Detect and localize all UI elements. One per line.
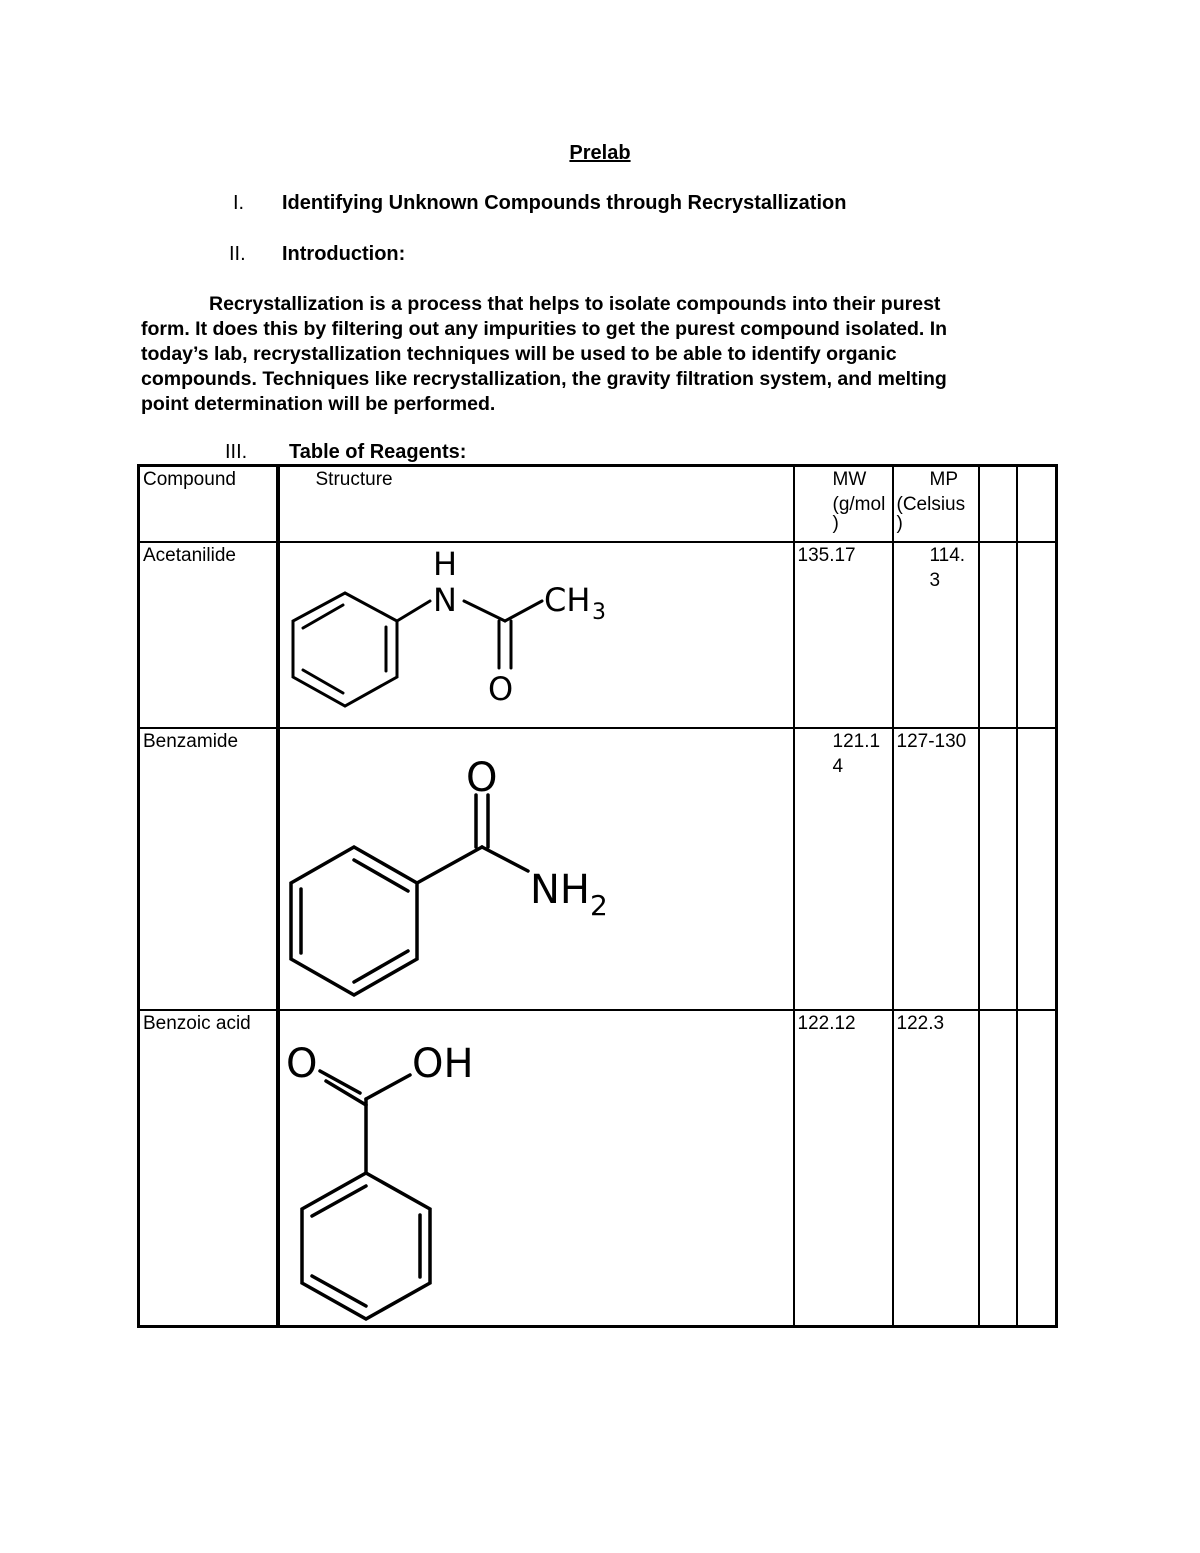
section-1-number: I.: [233, 192, 245, 214]
atom-ch3: CH: [543, 580, 590, 619]
row-mp: [893, 1010, 979, 1327]
header-empty-1: [979, 466, 1017, 542]
mp-value-line2: 3: [929, 569, 941, 591]
table-row: [139, 542, 1057, 728]
benzamide-structure: [280, 729, 794, 1009]
reagents-table: [137, 464, 1058, 1328]
compound-name: Acetanilide: [143, 544, 236, 566]
row-mp: [893, 728, 979, 1010]
compound-name: Benzamide: [143, 730, 239, 752]
atom-o: O: [487, 669, 513, 708]
header-mw: [794, 466, 893, 542]
row-empty-1: [979, 1010, 1017, 1327]
benzoic-acid-structure: [280, 1011, 794, 1325]
mp-value: 127-130: [896, 730, 967, 752]
row-mw: [794, 542, 893, 728]
header-mp-line1: MP: [929, 469, 958, 490]
row-empty-2: [1017, 542, 1057, 728]
section-3-heading: Table of Reagents:: [289, 441, 467, 463]
intro-line: form. It does this by filtering out any impurities to get the purest compound isolated. In: [141, 318, 948, 340]
section-2-heading: Introduction:: [282, 243, 406, 265]
header-compound: [139, 466, 278, 542]
header-compound-label: Compound: [143, 469, 236, 490]
row-structure: [278, 1010, 794, 1327]
row-compound: [139, 542, 278, 728]
section-3-number: III.: [225, 441, 248, 463]
section-2-number: II.: [229, 243, 246, 265]
table-row: [139, 728, 1057, 1010]
atom-nh2-sub: 2: [589, 888, 608, 922]
section-1-heading: Identifying Unknown Compounds through Recrystallization: [282, 192, 847, 214]
header-mw-line1: MW: [832, 469, 867, 490]
mw-value: 135.17: [797, 544, 856, 566]
intro-line: today’s lab, recrystallization techniques will be used to be able to identify organic: [141, 343, 897, 365]
atom-oh: OH: [411, 1040, 474, 1087]
row-empty-2: [1017, 728, 1057, 1010]
header-mp-line2: (Celsius: [896, 494, 966, 515]
mw-value: 122.12: [797, 1012, 856, 1034]
header-empty-2: [1017, 466, 1057, 542]
header-structure-label: Structure: [315, 469, 393, 490]
intro-line: compounds. Techniques like recrystallization, the gravity filtration system, and melting: [141, 368, 947, 390]
header-structure: [278, 466, 794, 542]
header-mp: [893, 466, 979, 542]
row-mp: [893, 542, 979, 728]
mw-value-line1: 121.1: [832, 730, 881, 752]
row-mw: [794, 1010, 893, 1327]
atom-o: O: [465, 754, 497, 801]
mp-value-line1: 114.: [929, 544, 966, 566]
atom-ch3-sub: 3: [591, 599, 606, 625]
row-structure: [278, 728, 794, 1010]
page-title: Prelab: [569, 142, 631, 164]
mp-value: 122.3: [896, 1012, 945, 1034]
atom-h: H: [432, 544, 457, 583]
atom-nh2: NH: [529, 866, 590, 913]
row-compound: [139, 1010, 278, 1327]
intro-line: point determination will be performed.: [141, 393, 496, 415]
row-empty-1: [979, 542, 1017, 728]
compound-name: Benzoic acid: [143, 1012, 251, 1034]
row-empty-1: [979, 728, 1017, 1010]
intro-paragraph: [141, 292, 1041, 417]
header-mw-line2: (g/mol: [832, 494, 886, 515]
table-row: [139, 1010, 1057, 1327]
atom-o: O: [285, 1040, 317, 1087]
row-empty-2: [1017, 1010, 1057, 1327]
row-structure: [278, 542, 794, 728]
intro-line: Recrystallization is a process that helps to isolate compounds into their purest: [209, 293, 941, 315]
mw-value-line2: 4: [832, 755, 844, 777]
row-compound: [139, 728, 278, 1010]
header-mw-line3: ): [832, 513, 839, 534]
acetanilide-structure: [280, 543, 794, 727]
row-mw: [794, 728, 893, 1010]
table-header-row: [139, 466, 1057, 542]
header-mp-line3: ): [896, 513, 903, 534]
atom-n: N: [432, 580, 457, 619]
